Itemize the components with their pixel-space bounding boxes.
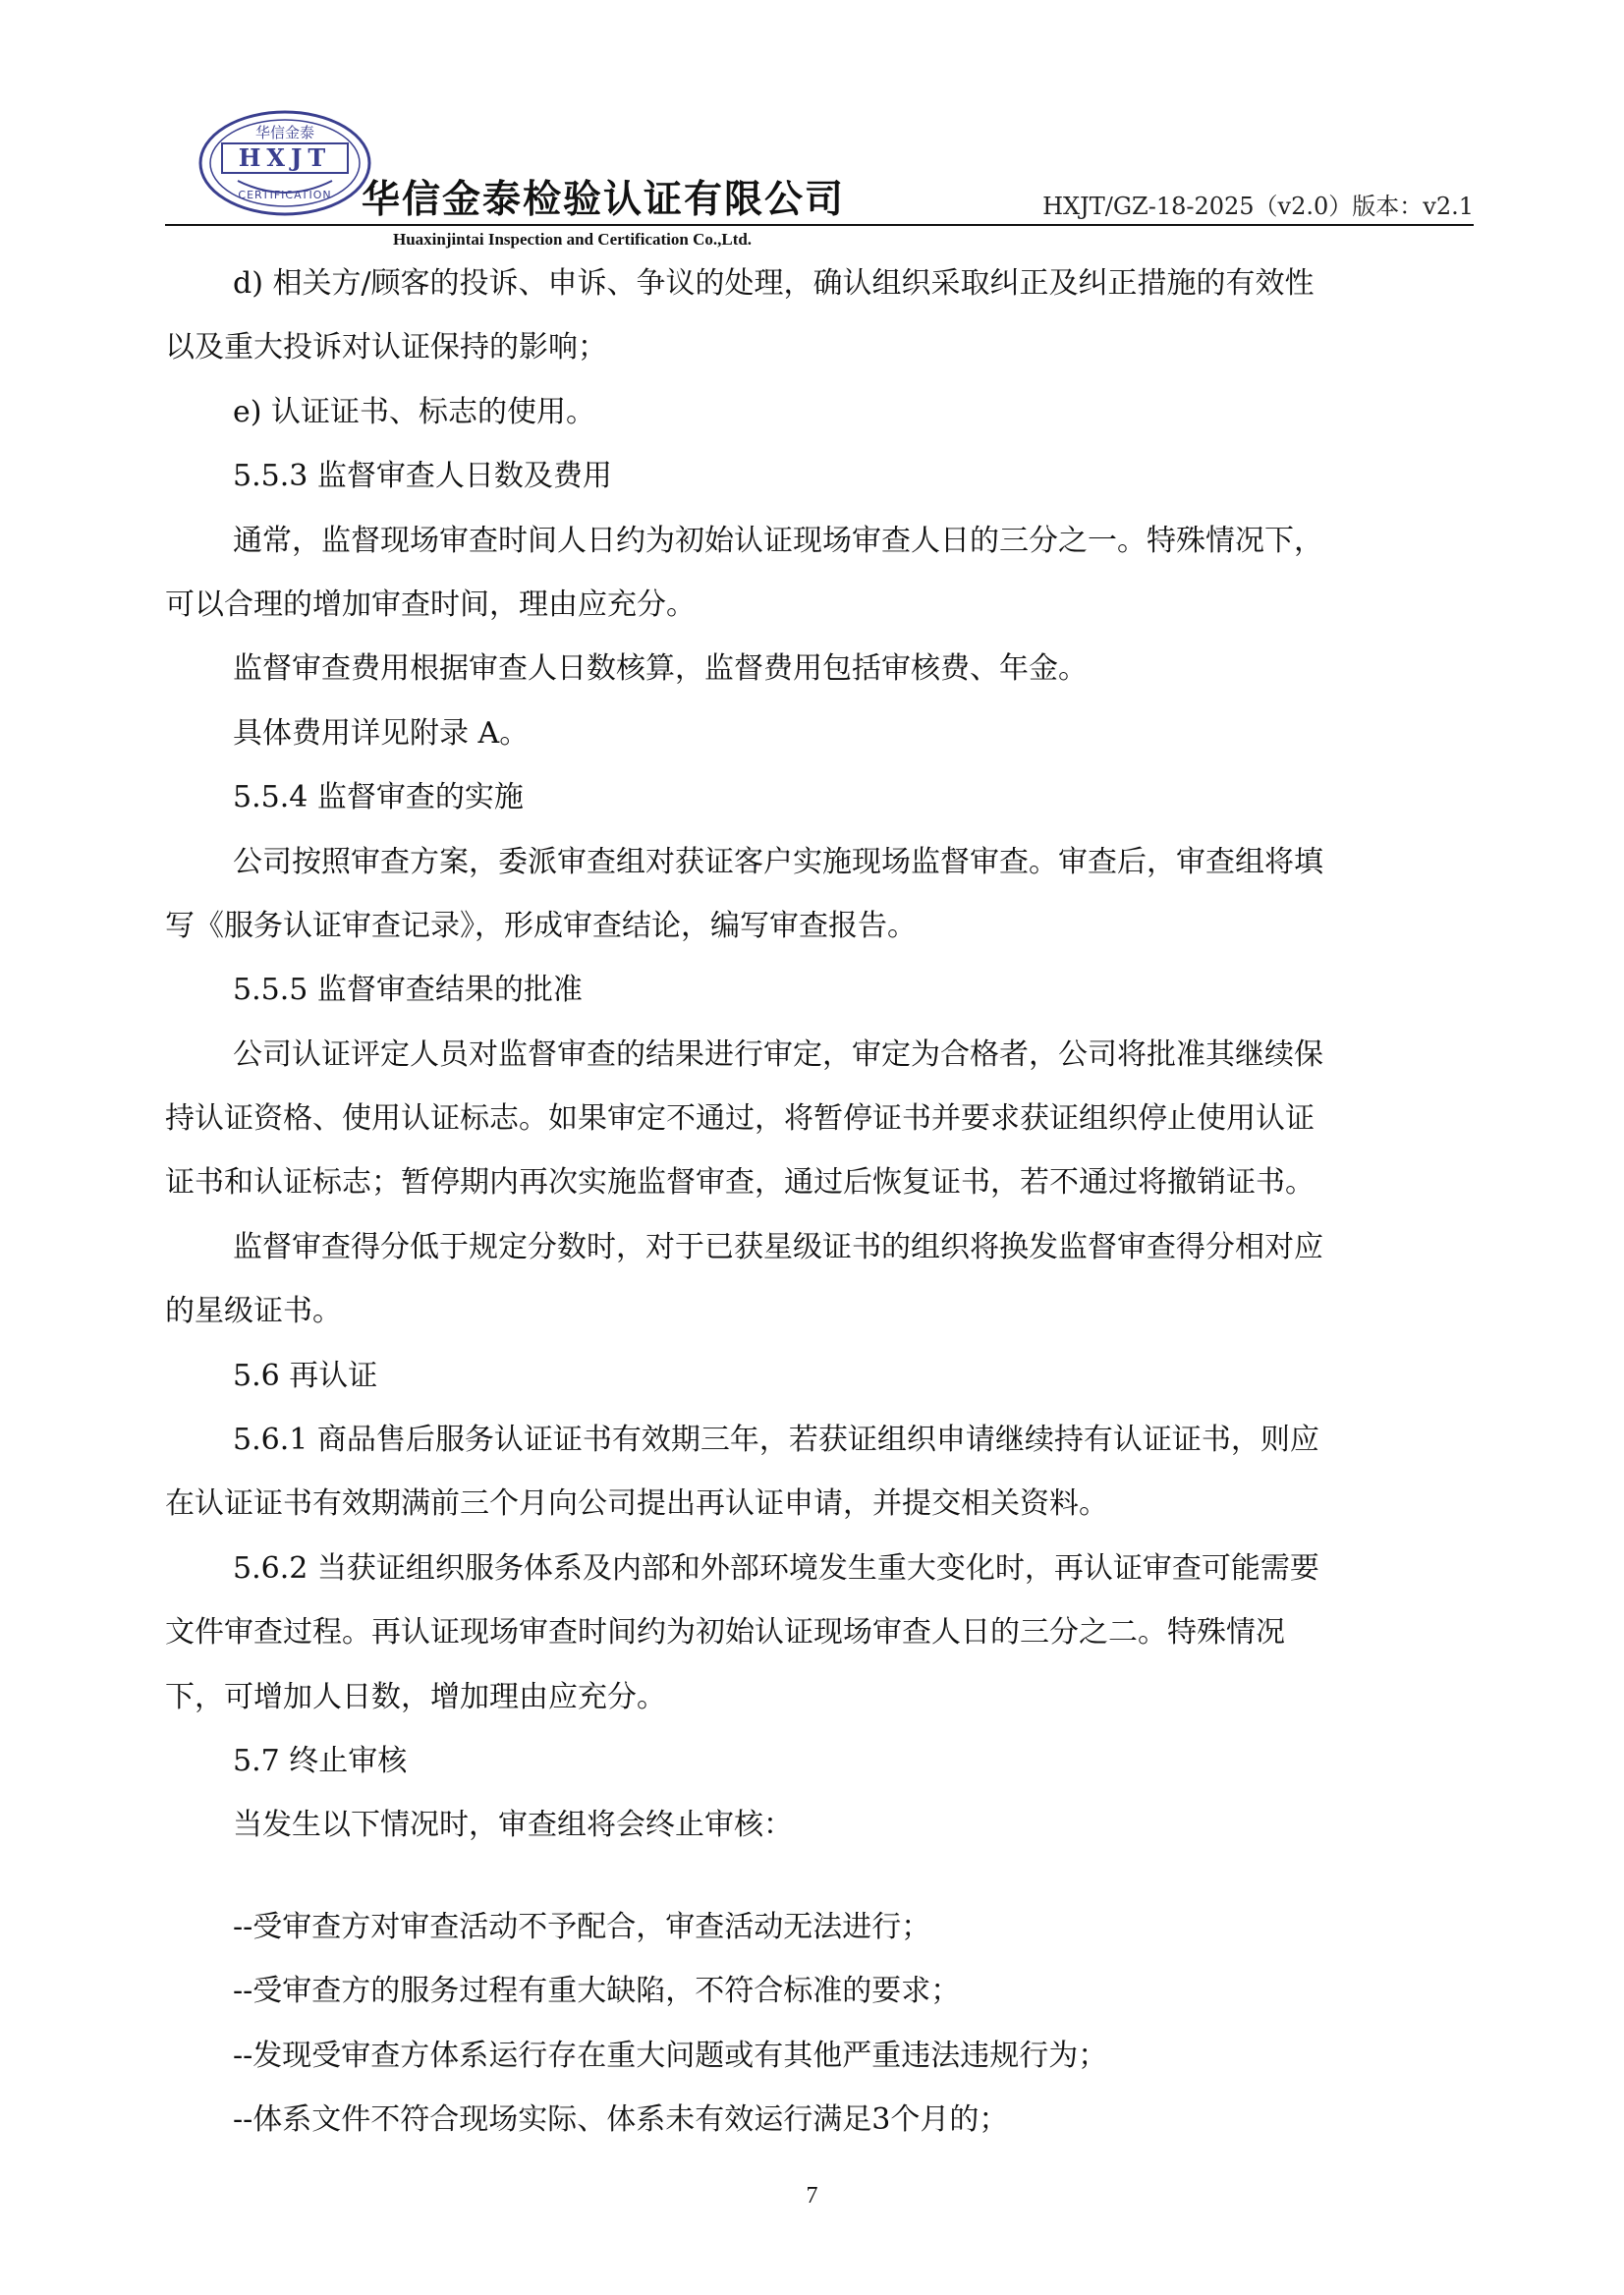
body-line: 当发生以下情况时，审查组将会终止审核： <box>233 1808 793 1843</box>
section-heading: 5.6 再认证 <box>233 1358 378 1393</box>
body-line: 可以合理的增加审查时间，理由应充分。 <box>165 587 696 622</box>
page-number: 7 <box>806 2183 818 2209</box>
section-heading: 5.5.3 监督审查人日数及费用 <box>233 459 612 494</box>
list-item: --受审查方的服务过程有重大缺陷，不符合标准的要求； <box>233 1974 961 2009</box>
body-line: 证书和认证标志；暂停期内再次实施监督审查，通过后恢复证书，若不通过将撤销证书。 <box>165 1165 1315 1201</box>
logo-text-top: 华信金泰 <box>254 124 315 141</box>
body-line: e) 认证证书、标志的使用。 <box>233 394 595 429</box>
body-line: 文件审查过程。再认证现场审查时间约为初始认证现场审查人日的三分之二。特殊情况 <box>165 1615 1285 1651</box>
body-line: 5.6.2 当获证组织服务体系及内部和外部环境发生重大变化时，再认证审查可能需要 <box>233 1550 1319 1586</box>
body-line: 具体费用详见附录 A。 <box>233 715 530 751</box>
body-line: 写《服务认证审查记录》，形成审查结论，编写审查报告。 <box>165 908 917 943</box>
body-line: 在认证证书有效期满前三个月向公司提出再认证申请，并提交相关资料。 <box>165 1486 1108 1522</box>
document-code: HXJT/GZ-18-2025（v2.0）版本：v2.1 <box>1042 193 1474 220</box>
list-item: --体系文件不符合现场实际、体系未有效运行满足3个月的； <box>233 2101 1009 2137</box>
section-heading: 5.5.4 监督审查的实施 <box>233 780 524 815</box>
company-name-en: Huaxinjintai Inspection and Certification Co.,Ltd. <box>393 230 753 249</box>
page-header <box>165 106 1474 253</box>
section-heading: 5.7 终止审核 <box>233 1743 408 1778</box>
document-body <box>165 252 1474 2152</box>
body-line: 监督审查得分低于规定分数时，对于已获星级证书的组织将换发监督审查得分相对应 <box>233 1229 1323 1264</box>
company-name-cn: 华信金泰检验认证有限公司 <box>362 178 846 222</box>
body-line: d) 相关方/顾客的投诉、申诉、争议的处理，确认组织采取纠正及纠正措施的有效性 <box>233 266 1315 301</box>
section-heading: 5.5.5 监督审查结果的批准 <box>233 973 583 1008</box>
body-line: 持认证资格、使用认证标志。如果审定不通过，将暂停证书并要求获证组织停止使用认证 <box>165 1101 1315 1137</box>
header-divider <box>165 224 1474 226</box>
body-line: 公司认证评定人员对监督审查的结果进行审定，审定为合格者，公司将批准其继续保 <box>233 1036 1323 1072</box>
body-line: 以及重大投诉对认证保持的影响； <box>165 330 607 365</box>
body-line: 5.6.1 商品售后服务认证证书有效期三年，若获证组织申请继续持有认证证书，则应 <box>233 1423 1319 1458</box>
body-line: 下，可增加人日数，增加理由应充分。 <box>165 1679 666 1714</box>
paragraph-gap <box>165 1858 1474 1895</box>
logo-text-mid: HXJT <box>238 143 332 172</box>
body-line: 的星级证书。 <box>165 1294 342 1329</box>
list-item: --受审查方对审查活动不予配合，审查活动无法进行； <box>233 1909 931 1944</box>
logo-text-bottom: CERTIFICATION <box>238 189 332 201</box>
body-line: 监督审查费用根据审查人日数核算，监督费用包括审核费、年金。 <box>233 651 1088 687</box>
list-item: --发现受审查方体系运行存在重大问题或有其他严重违法违规行为； <box>233 2038 1108 2073</box>
company-logo <box>196 108 373 218</box>
body-line: 公司按照审查方案，委派审查组对获证客户实施现场监督审查。审查后，审查组将填 <box>233 844 1323 879</box>
body-line: 通常，监督现场审查时间人日约为初始认证现场审查人日的三分之一。特殊情况下， <box>233 523 1323 558</box>
